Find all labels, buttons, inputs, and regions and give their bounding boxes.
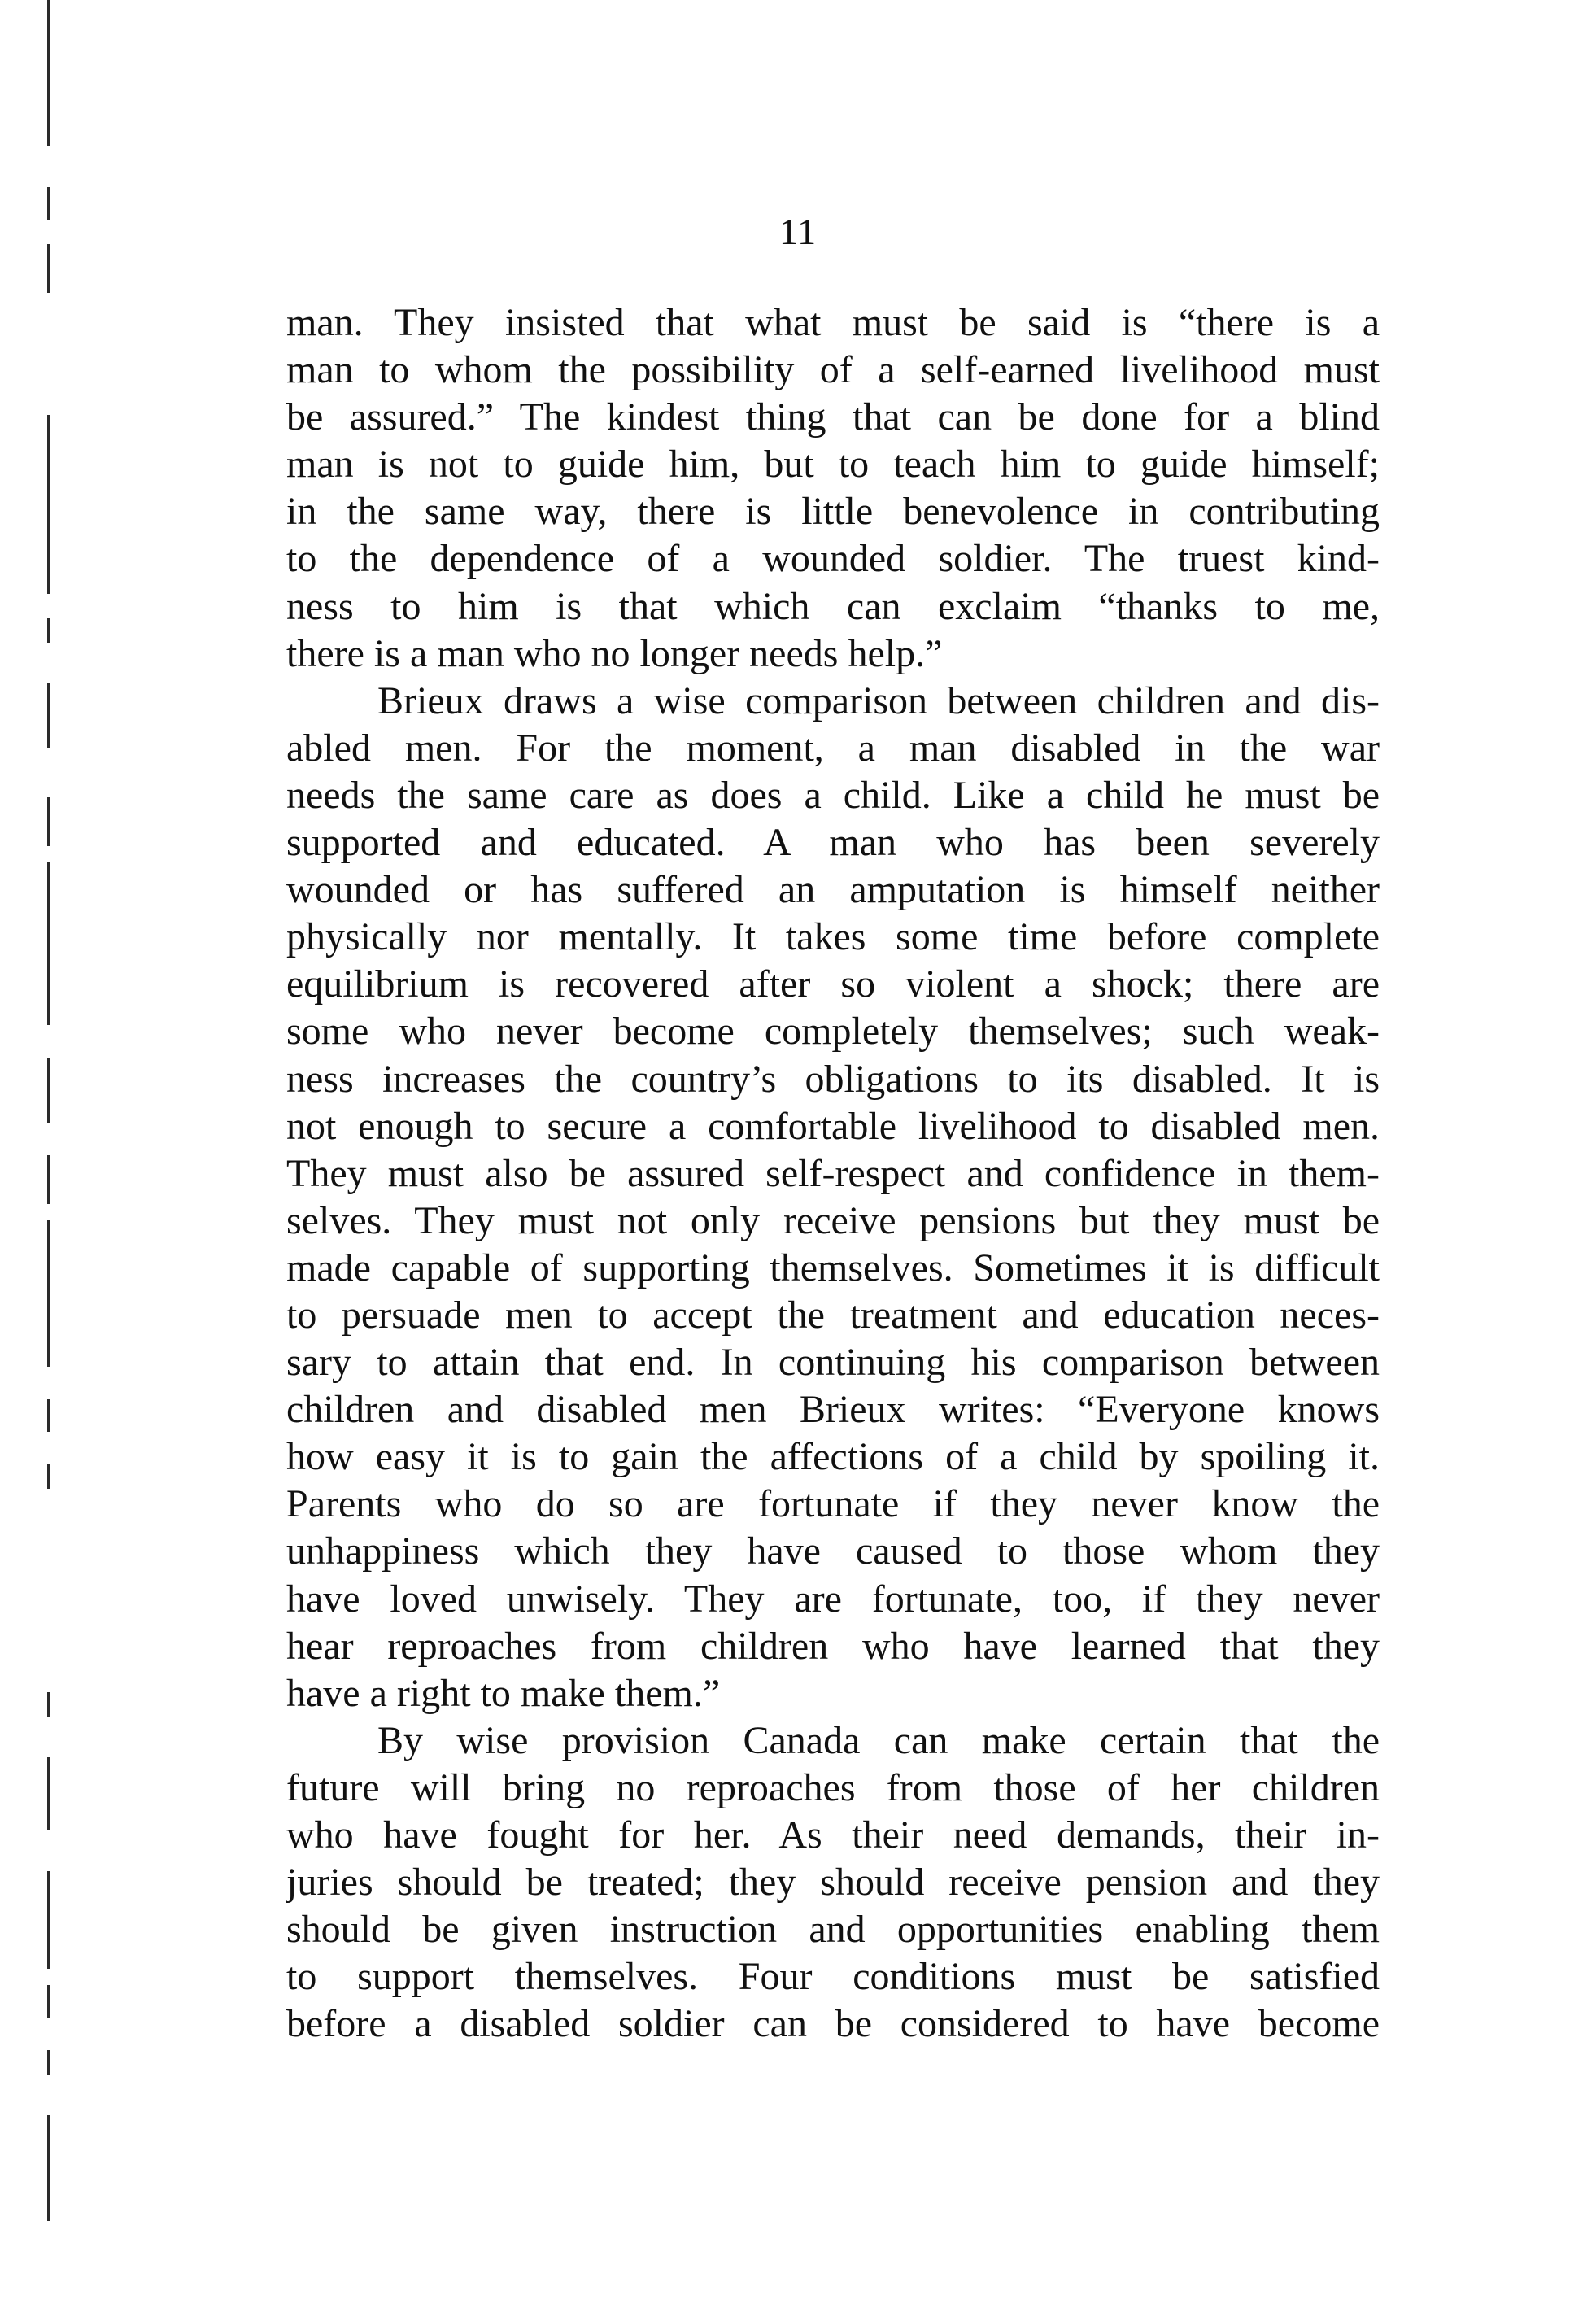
text-line: selves. They must not only receive pensions but they must be xyxy=(286,1198,1380,1242)
body-text xyxy=(286,299,1380,2048)
text-line: future will bring no reproaches from those of her children xyxy=(286,1765,1380,1809)
text-line: should be given instruction and opportunities enabling them xyxy=(286,1908,1380,1952)
text-line: hear reproaches from children who have learned that they xyxy=(286,1624,1380,1668)
text-line: physically nor mentally. It takes some time before complete xyxy=(286,915,1380,959)
text-line: sary to attain that end. In continuing his comparison between xyxy=(286,1341,1380,1385)
text-line: wounded or has suffered an amputation is himself neither xyxy=(286,868,1380,912)
text-line: how easy it is to gain the affections of a child by spoiling it. xyxy=(286,1435,1380,1479)
text-line: made capable of supporting themselves. Sometimes it is difficult xyxy=(286,1246,1380,1289)
text-line: to support themselves. Four conditions must be satisfied xyxy=(286,1955,1380,1999)
text-line: be assured.” The kindest thing that can be done for a blind xyxy=(286,395,1380,439)
text-line: not enough to secure a comfortable livelihood to disabled men. xyxy=(286,1104,1380,1148)
text-line: to persuade men to accept the treatment and education neces- xyxy=(286,1293,1380,1337)
paragraph-3 xyxy=(286,1717,1380,2048)
text-line: in the same way, there is little benevolence in contributing xyxy=(286,490,1380,534)
text-line: some who never become completely themselves; such weak- xyxy=(286,1010,1380,1054)
paragraph-1 xyxy=(286,299,1380,678)
text-line: ness increases the country’s obligations to its disabled. It is xyxy=(286,1057,1380,1101)
text-line: Parents who do so are fortunate if they never know the xyxy=(286,1482,1380,1526)
text-line: have loved unwisely. They are fortunate, too, if they never xyxy=(286,1577,1380,1621)
paragraph-2 xyxy=(286,678,1380,1717)
page-number: 11 xyxy=(778,211,818,252)
text-line: man. They insisted that what must be said is “there is a xyxy=(286,301,1380,344)
text-line: abled men. For the moment, a man disabled in the war xyxy=(286,726,1380,770)
text-line: ness to him is that which can exclaim “thanks to me, xyxy=(286,584,1380,628)
text-line: equilibrium is recovered after so violent a shock; there are xyxy=(286,962,1380,1006)
text-line: who have fought for her. As their need demands, their in- xyxy=(286,1813,1380,1856)
text-line: man is not to guide him, but to teach him to guide himself; xyxy=(286,443,1380,486)
text-line: man to whom the possibility of a self-earned livelihood must xyxy=(286,348,1380,392)
text-line: there is a man who no longer needs help.” xyxy=(286,631,943,675)
text-line: children and disabled men Brieux writes: “Everyone knows xyxy=(286,1388,1380,1432)
text-line: to the dependence of a wounded soldier. The truest kind- xyxy=(286,537,1380,581)
text-line: They must also be assured self-respect and confidence in them- xyxy=(286,1151,1380,1195)
text-line: before a disabled soldier can be considered to have become xyxy=(286,2002,1380,2046)
text-line: By wise provision Canada can make certain that the xyxy=(377,1718,1380,1762)
text-line: juries should be treated; they should receive pension and they xyxy=(286,1861,1380,1904)
text-line: Brieux draws a wise comparison between children and dis- xyxy=(377,678,1380,722)
scan-binding-edge xyxy=(33,0,65,2308)
text-line: supported and educated. A man who has been severely xyxy=(286,821,1380,865)
text-line: needs the same care as does a child. Like a child he must be xyxy=(286,773,1380,817)
text-line: unhappiness which they have caused to those whom they xyxy=(286,1529,1380,1573)
text-line: have a right to make them.” xyxy=(286,1671,721,1715)
